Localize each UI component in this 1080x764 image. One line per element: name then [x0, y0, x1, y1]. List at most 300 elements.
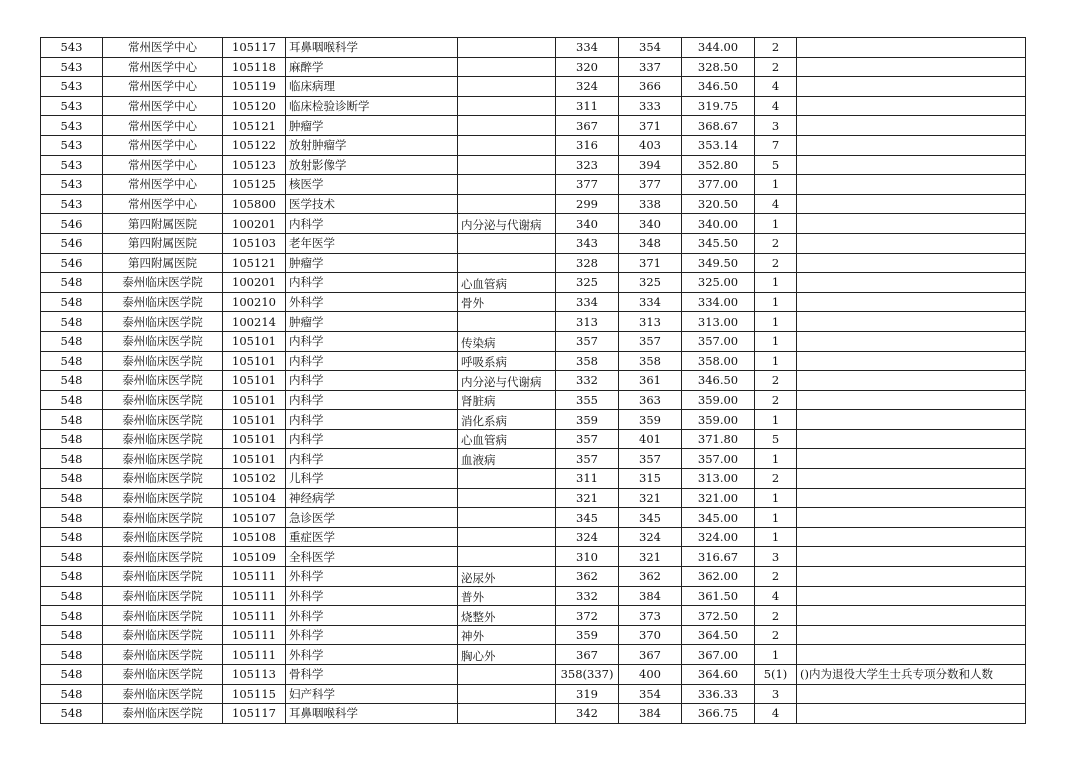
unit-code-cell: 548 — [41, 645, 103, 665]
avg-score-cell: 362.00 — [682, 567, 755, 587]
max-score-cell: 371 — [619, 116, 682, 136]
remark-cell — [797, 96, 1026, 116]
unit-name-cell: 常州医学中心 — [103, 116, 223, 136]
table-row — [41, 606, 1026, 626]
avg-score-cell: 359.00 — [682, 390, 755, 410]
table-row — [41, 273, 1026, 293]
unit-code-cell: 548 — [41, 410, 103, 430]
direction-cell — [458, 116, 556, 136]
major-name-cell: 内科学 — [286, 371, 458, 391]
unit-code-cell: 543 — [41, 155, 103, 175]
unit-code-cell: 543 — [41, 175, 103, 195]
major-name-cell: 外科学 — [286, 645, 458, 665]
min-score-cell: 345 — [556, 508, 619, 528]
remark-cell — [797, 606, 1026, 626]
count-cell: 1 — [755, 351, 797, 371]
table-row — [41, 645, 1026, 665]
unit-code-cell: 548 — [41, 665, 103, 685]
table-row — [41, 292, 1026, 312]
unit-code-cell: 543 — [41, 194, 103, 214]
table-row — [41, 508, 1026, 528]
max-score-cell: 366 — [619, 77, 682, 97]
min-score-cell: 299 — [556, 194, 619, 214]
major-name-cell: 内科学 — [286, 351, 458, 371]
table-row — [41, 429, 1026, 449]
max-score-cell: 373 — [619, 606, 682, 626]
unit-code-cell: 548 — [41, 429, 103, 449]
count-cell: 2 — [755, 38, 797, 58]
major-code-cell: 100214 — [223, 312, 286, 332]
remark-cell — [797, 292, 1026, 312]
remark-cell — [797, 38, 1026, 58]
unit-code-cell: 548 — [41, 684, 103, 704]
table-row — [41, 410, 1026, 430]
table-row — [41, 175, 1026, 195]
major-code-cell: 105121 — [223, 116, 286, 136]
unit-code-cell: 548 — [41, 371, 103, 391]
remark-cell — [797, 194, 1026, 214]
major-name-cell: 内科学 — [286, 449, 458, 469]
min-score-cell: 372 — [556, 606, 619, 626]
table-row — [41, 371, 1026, 391]
count-cell: 4 — [755, 586, 797, 606]
remark-cell — [797, 704, 1026, 724]
table-row — [41, 194, 1026, 214]
min-score-cell: 324 — [556, 527, 619, 547]
unit-code-cell: 548 — [41, 273, 103, 293]
remark-cell — [797, 116, 1026, 136]
avg-score-cell: 346.50 — [682, 77, 755, 97]
min-score-cell: 358 — [556, 351, 619, 371]
major-name-cell: 内科学 — [286, 410, 458, 430]
remark-cell — [797, 371, 1026, 391]
min-score-cell: 332 — [556, 371, 619, 391]
unit-name-cell: 泰州临床医学院 — [103, 410, 223, 430]
avg-score-cell: 357.00 — [682, 449, 755, 469]
table-row — [41, 96, 1026, 116]
max-score-cell: 354 — [619, 38, 682, 58]
direction-cell — [458, 96, 556, 116]
count-cell: 2 — [755, 567, 797, 587]
direction-cell: 肾脏病 — [458, 390, 556, 410]
direction-cell: 神外 — [458, 625, 556, 645]
remark-cell — [797, 684, 1026, 704]
avg-score-cell: 353.14 — [682, 135, 755, 155]
table-row — [41, 449, 1026, 469]
count-cell: 4 — [755, 77, 797, 97]
avg-score-cell: 321.00 — [682, 488, 755, 508]
count-cell: 2 — [755, 625, 797, 645]
major-name-cell: 麻醉学 — [286, 57, 458, 77]
direction-cell — [458, 469, 556, 489]
count-cell: 2 — [755, 606, 797, 626]
avg-score-cell: 357.00 — [682, 331, 755, 351]
direction-cell — [458, 77, 556, 97]
unit-code-cell: 548 — [41, 606, 103, 626]
min-score-cell: 357 — [556, 429, 619, 449]
avg-score-cell: 344.00 — [682, 38, 755, 58]
min-score-cell: 321 — [556, 488, 619, 508]
avg-score-cell: 358.00 — [682, 351, 755, 371]
count-cell: 1 — [755, 273, 797, 293]
major-code-cell: 105117 — [223, 704, 286, 724]
remark-cell — [797, 429, 1026, 449]
remark-cell — [797, 390, 1026, 410]
min-score-cell: 325 — [556, 273, 619, 293]
major-code-cell: 100201 — [223, 214, 286, 234]
direction-cell — [458, 253, 556, 273]
avg-score-cell: 367.00 — [682, 645, 755, 665]
remark-cell — [797, 155, 1026, 175]
unit-name-cell: 泰州临床医学院 — [103, 567, 223, 587]
major-name-cell: 老年医学 — [286, 233, 458, 253]
remark-cell — [797, 175, 1026, 195]
avg-score-cell: 359.00 — [682, 410, 755, 430]
major-code-cell: 105103 — [223, 233, 286, 253]
avg-score-cell: 364.60 — [682, 665, 755, 685]
unit-name-cell: 常州医学中心 — [103, 96, 223, 116]
major-code-cell: 105111 — [223, 567, 286, 587]
min-score-cell: 340 — [556, 214, 619, 234]
table-row — [41, 331, 1026, 351]
unit-name-cell: 泰州临床医学院 — [103, 625, 223, 645]
unit-name-cell: 泰州临床医学院 — [103, 704, 223, 724]
count-cell: 1 — [755, 175, 797, 195]
count-cell: 1 — [755, 292, 797, 312]
min-score-cell: 328 — [556, 253, 619, 273]
count-cell: 1 — [755, 645, 797, 665]
direction-cell — [458, 57, 556, 77]
direction-cell: 呼吸系病 — [458, 351, 556, 371]
major-name-cell: 内科学 — [286, 390, 458, 410]
min-score-cell: 367 — [556, 116, 619, 136]
direction-cell: 传染病 — [458, 331, 556, 351]
avg-score-cell: 316.67 — [682, 547, 755, 567]
max-score-cell: 359 — [619, 410, 682, 430]
major-code-cell: 105121 — [223, 253, 286, 273]
major-code-cell: 105104 — [223, 488, 286, 508]
major-name-cell: 神经病学 — [286, 488, 458, 508]
remark-cell — [797, 508, 1026, 528]
unit-code-cell: 548 — [41, 547, 103, 567]
max-score-cell: 338 — [619, 194, 682, 214]
avg-score-cell: 328.50 — [682, 57, 755, 77]
major-name-cell: 临床检验诊断学 — [286, 96, 458, 116]
count-cell: 1 — [755, 331, 797, 351]
direction-cell — [458, 194, 556, 214]
count-cell: 5(1) — [755, 665, 797, 685]
min-score-cell: 316 — [556, 135, 619, 155]
major-code-cell: 105107 — [223, 508, 286, 528]
max-score-cell: 400 — [619, 665, 682, 685]
count-cell: 2 — [755, 390, 797, 410]
unit-code-cell: 548 — [41, 312, 103, 332]
remark-cell — [797, 527, 1026, 547]
direction-cell — [458, 684, 556, 704]
avg-score-cell: 349.50 — [682, 253, 755, 273]
major-code-cell: 105125 — [223, 175, 286, 195]
table-row — [41, 116, 1026, 136]
max-score-cell: 340 — [619, 214, 682, 234]
direction-cell — [458, 175, 556, 195]
direction-cell: 消化系病 — [458, 410, 556, 430]
min-score-cell: 310 — [556, 547, 619, 567]
count-cell: 2 — [755, 371, 797, 391]
unit-name-cell: 泰州临床医学院 — [103, 586, 223, 606]
unit-code-cell: 548 — [41, 704, 103, 724]
unit-code-cell: 548 — [41, 331, 103, 351]
count-cell: 2 — [755, 57, 797, 77]
max-score-cell: 313 — [619, 312, 682, 332]
major-name-cell: 内科学 — [286, 331, 458, 351]
remark-cell — [797, 214, 1026, 234]
major-name-cell: 内科学 — [286, 214, 458, 234]
table-row — [41, 625, 1026, 645]
unit-name-cell: 泰州临床医学院 — [103, 429, 223, 449]
unit-name-cell: 第四附属医院 — [103, 233, 223, 253]
min-score-cell: 377 — [556, 175, 619, 195]
unit-code-cell: 543 — [41, 57, 103, 77]
major-name-cell: 急诊医学 — [286, 508, 458, 528]
remark-cell — [797, 488, 1026, 508]
count-cell: 1 — [755, 488, 797, 508]
min-score-cell: 334 — [556, 38, 619, 58]
count-cell: 1 — [755, 214, 797, 234]
max-score-cell: 325 — [619, 273, 682, 293]
avg-score-cell: 319.75 — [682, 96, 755, 116]
max-score-cell: 358 — [619, 351, 682, 371]
table-row — [41, 351, 1026, 371]
min-score-cell: 334 — [556, 292, 619, 312]
min-score-cell: 362 — [556, 567, 619, 587]
unit-code-cell: 548 — [41, 449, 103, 469]
major-name-cell: 医学技术 — [286, 194, 458, 214]
count-cell: 1 — [755, 508, 797, 528]
avg-score-cell: 377.00 — [682, 175, 755, 195]
max-score-cell: 361 — [619, 371, 682, 391]
unit-code-cell: 546 — [41, 233, 103, 253]
table-row — [41, 38, 1026, 58]
major-name-cell: 肿瘤学 — [286, 116, 458, 136]
max-score-cell: 367 — [619, 645, 682, 665]
min-score-cell: 320 — [556, 57, 619, 77]
avg-score-cell: 313.00 — [682, 312, 755, 332]
min-score-cell: 313 — [556, 312, 619, 332]
unit-code-cell: 548 — [41, 292, 103, 312]
max-score-cell: 337 — [619, 57, 682, 77]
major-code-cell: 105119 — [223, 77, 286, 97]
major-code-cell: 105102 — [223, 469, 286, 489]
unit-code-cell: 548 — [41, 527, 103, 547]
major-code-cell: 105101 — [223, 410, 286, 430]
major-code-cell: 105101 — [223, 429, 286, 449]
avg-score-cell: 345.50 — [682, 233, 755, 253]
unit-name-cell: 泰州临床医学院 — [103, 488, 223, 508]
count-cell: 1 — [755, 410, 797, 430]
max-score-cell: 401 — [619, 429, 682, 449]
major-name-cell: 外科学 — [286, 567, 458, 587]
direction-cell — [458, 233, 556, 253]
max-score-cell: 370 — [619, 625, 682, 645]
direction-cell — [458, 508, 556, 528]
major-name-cell: 外科学 — [286, 625, 458, 645]
direction-cell — [458, 135, 556, 155]
max-score-cell: 334 — [619, 292, 682, 312]
avg-score-cell: 340.00 — [682, 214, 755, 234]
major-name-cell: 儿科学 — [286, 469, 458, 489]
major-code-cell: 100201 — [223, 273, 286, 293]
remark-cell — [797, 273, 1026, 293]
remark-cell — [797, 331, 1026, 351]
unit-code-cell: 548 — [41, 586, 103, 606]
min-score-cell: 357 — [556, 449, 619, 469]
avg-score-cell: 352.80 — [682, 155, 755, 175]
remark-cell: ()内为退役大学生士兵专项分数和人数 — [797, 665, 1026, 685]
avg-score-cell: 371.80 — [682, 429, 755, 449]
direction-cell — [458, 665, 556, 685]
min-score-cell: 311 — [556, 469, 619, 489]
min-score-cell: 342 — [556, 704, 619, 724]
major-code-cell: 105118 — [223, 57, 286, 77]
min-score-cell: 343 — [556, 233, 619, 253]
avg-score-cell: 372.50 — [682, 606, 755, 626]
table-row — [41, 527, 1026, 547]
direction-cell: 骨外 — [458, 292, 556, 312]
unit-code-cell: 543 — [41, 96, 103, 116]
avg-score-cell: 336.33 — [682, 684, 755, 704]
count-cell: 2 — [755, 233, 797, 253]
max-score-cell: 357 — [619, 449, 682, 469]
major-name-cell: 内科学 — [286, 429, 458, 449]
table-row — [41, 77, 1026, 97]
avg-score-cell: 320.50 — [682, 194, 755, 214]
unit-code-cell: 548 — [41, 469, 103, 489]
major-name-cell: 外科学 — [286, 606, 458, 626]
direction-cell: 内分泌与代谢病 — [458, 371, 556, 391]
major-code-cell: 105101 — [223, 351, 286, 371]
count-cell: 1 — [755, 527, 797, 547]
major-name-cell: 核医学 — [286, 175, 458, 195]
unit-name-cell: 泰州临床医学院 — [103, 547, 223, 567]
major-code-cell: 105101 — [223, 371, 286, 391]
min-score-cell: 357 — [556, 331, 619, 351]
major-code-cell: 105123 — [223, 155, 286, 175]
max-score-cell: 394 — [619, 155, 682, 175]
unit-code-cell: 548 — [41, 567, 103, 587]
max-score-cell: 357 — [619, 331, 682, 351]
max-score-cell: 403 — [619, 135, 682, 155]
direction-cell: 心血管病 — [458, 273, 556, 293]
max-score-cell: 384 — [619, 704, 682, 724]
min-score-cell: 311 — [556, 96, 619, 116]
direction-cell — [458, 547, 556, 567]
remark-cell — [797, 77, 1026, 97]
major-name-cell: 肿瘤学 — [286, 312, 458, 332]
remark-cell — [797, 625, 1026, 645]
unit-name-cell: 常州医学中心 — [103, 175, 223, 195]
max-score-cell: 333 — [619, 96, 682, 116]
table-row — [41, 135, 1026, 155]
remark-cell — [797, 253, 1026, 273]
min-score-cell: 367 — [556, 645, 619, 665]
avg-score-cell: 368.67 — [682, 116, 755, 136]
max-score-cell: 315 — [619, 469, 682, 489]
unit-name-cell: 泰州临床医学院 — [103, 508, 223, 528]
direction-cell — [458, 704, 556, 724]
max-score-cell: 321 — [619, 488, 682, 508]
table-row — [41, 488, 1026, 508]
unit-name-cell: 泰州临床医学院 — [103, 684, 223, 704]
min-score-cell: 359 — [556, 410, 619, 430]
major-code-cell: 105108 — [223, 527, 286, 547]
major-code-cell: 105109 — [223, 547, 286, 567]
max-score-cell: 362 — [619, 567, 682, 587]
count-cell: 2 — [755, 469, 797, 489]
major-name-cell: 重症医学 — [286, 527, 458, 547]
avg-score-cell: 324.00 — [682, 527, 755, 547]
major-code-cell: 100210 — [223, 292, 286, 312]
direction-cell: 胸心外 — [458, 645, 556, 665]
unit-name-cell: 泰州临床医学院 — [103, 645, 223, 665]
table-row — [41, 567, 1026, 587]
unit-code-cell: 543 — [41, 116, 103, 136]
max-score-cell: 377 — [619, 175, 682, 195]
direction-cell: 烧整外 — [458, 606, 556, 626]
major-code-cell: 105111 — [223, 586, 286, 606]
major-name-cell: 全科医学 — [286, 547, 458, 567]
count-cell: 4 — [755, 96, 797, 116]
remark-cell — [797, 586, 1026, 606]
avg-score-cell: 325.00 — [682, 273, 755, 293]
unit-code-cell: 543 — [41, 135, 103, 155]
unit-name-cell: 泰州临床医学院 — [103, 449, 223, 469]
major-code-cell: 105120 — [223, 96, 286, 116]
table-row — [41, 233, 1026, 253]
unit-name-cell: 泰州临床医学院 — [103, 351, 223, 371]
unit-code-cell: 548 — [41, 390, 103, 410]
remark-cell — [797, 449, 1026, 469]
max-score-cell: 371 — [619, 253, 682, 273]
unit-name-cell: 第四附属医院 — [103, 214, 223, 234]
unit-code-cell: 543 — [41, 38, 103, 58]
max-score-cell: 321 — [619, 547, 682, 567]
unit-name-cell: 常州医学中心 — [103, 38, 223, 58]
major-code-cell: 105101 — [223, 331, 286, 351]
min-score-cell: 324 — [556, 77, 619, 97]
table-row — [41, 469, 1026, 489]
major-name-cell: 耳鼻咽喉科学 — [286, 38, 458, 58]
remark-cell — [797, 645, 1026, 665]
table-row — [41, 390, 1026, 410]
remark-cell — [797, 410, 1026, 430]
unit-code-cell: 548 — [41, 488, 103, 508]
unit-name-cell: 泰州临床医学院 — [103, 527, 223, 547]
direction-cell — [458, 38, 556, 58]
remark-cell — [797, 351, 1026, 371]
direction-cell: 普外 — [458, 586, 556, 606]
table-row — [41, 547, 1026, 567]
unit-name-cell: 泰州临床医学院 — [103, 371, 223, 391]
unit-name-cell: 泰州临床医学院 — [103, 390, 223, 410]
min-score-cell: 358(337) — [556, 665, 619, 685]
direction-cell — [458, 527, 556, 547]
count-cell: 3 — [755, 684, 797, 704]
max-score-cell: 348 — [619, 233, 682, 253]
table-row — [41, 665, 1026, 685]
major-code-cell: 105115 — [223, 684, 286, 704]
major-code-cell: 105101 — [223, 449, 286, 469]
max-score-cell: 384 — [619, 586, 682, 606]
